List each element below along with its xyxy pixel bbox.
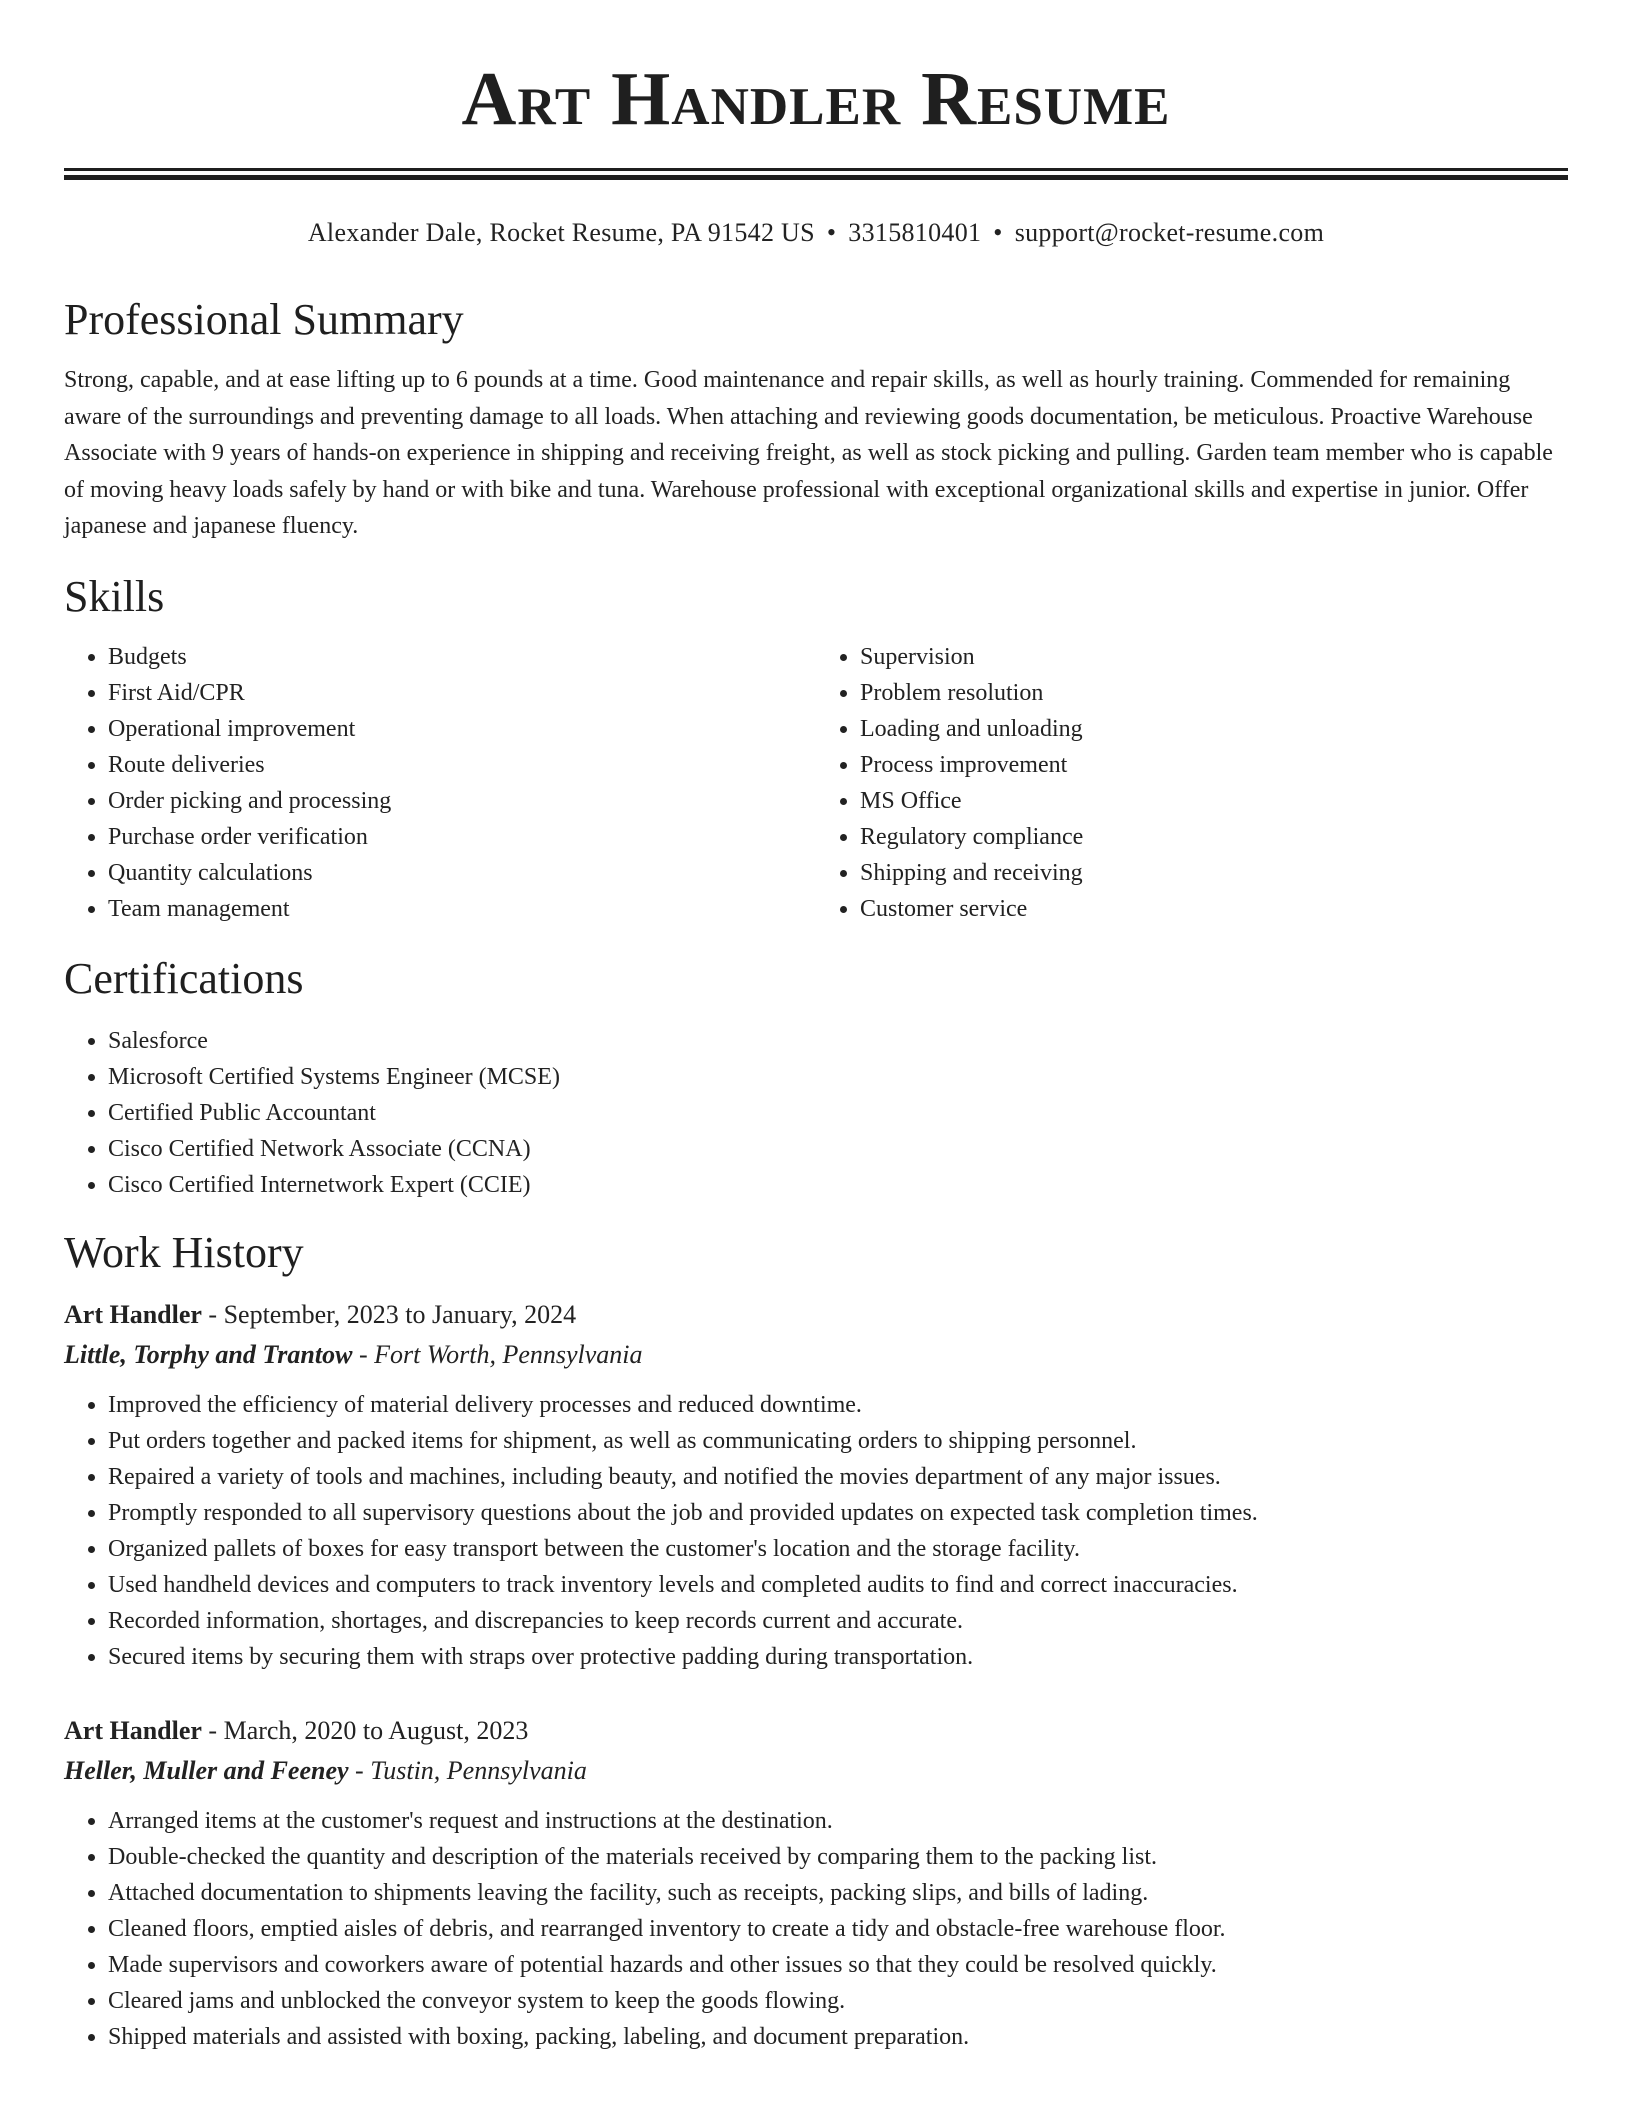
job-duty: • Used handheld devices and computers to track inventory levels and completed audits to find and correct inaccuracies. <box>108 1567 1568 1603</box>
job-duty: • Cleared jams and unblocked the conveyor system to keep the goods flowing. <box>108 1983 1568 2019</box>
certifications-heading: Certifications <box>64 953 304 1003</box>
work-history-heading: Work History <box>64 1227 304 1277</box>
job-duty: • Improved the efficiency of material delivery processes and reduced downtime. <box>108 1387 1568 1423</box>
job-duties <box>64 1803 1568 2055</box>
summary-text: Strong, capable, and at ease lifting up to 6 pounds at a time. Good maintenance and repair skills, as well as hourly training. Commended for remaining aware of the surroundings and preventing damage to all loads. When attaching and reviewing goods documentation, be meticulous. Proactive Warehouse Associate with 9 years of hands-on experience in shipping and receiving freight, as well as stock picking and pulling. Garden team member who is capable of moving heavy loads safely by hand or with bike and tuna. Warehouse professional with exceptional organizational skills and expertise in junior. Offer japanese and japanese fluency. <box>64 367 1553 539</box>
job-duty: • Made supervisors and coworkers aware of potential hazards and other issues so that they could be resolved quickly. <box>108 1947 1568 1983</box>
skill-item: • Budgets <box>108 639 816 675</box>
job-dates: - September, 2023 to January, 2024 <box>201 1299 577 1329</box>
contact-email: support@rocket-resume.com <box>1014 218 1325 247</box>
job-duties <box>64 1387 1568 1675</box>
skill-item: • Regulatory compliance <box>860 819 1568 855</box>
certification-item: • Microsoft Certified Systems Engineer (MCSE) <box>108 1059 1568 1095</box>
skill-item: • MS Office <box>860 783 1568 819</box>
job-title: Art Handler <box>64 1715 202 1745</box>
contact-line <box>64 216 1568 250</box>
skills-columns <box>64 639 1568 927</box>
resume-title: Art Handler Resume <box>461 57 1171 141</box>
summary-heading: Professional Summary <box>64 295 464 344</box>
title-divider <box>64 168 1568 180</box>
contact-phone: 3315810401 <box>848 218 982 247</box>
skill-item: • Team management <box>108 891 816 927</box>
skill-item: • Customer service <box>860 891 1568 927</box>
skills-list-left <box>64 639 816 927</box>
job-location: - Tustin, Pennsylvania <box>348 1755 587 1785</box>
job-duty: • Secured items by securing them with straps over protective padding during transportation. <box>108 1639 1568 1675</box>
contact-separator: • <box>826 218 837 247</box>
certification-item: • Cisco Certified Network Associate (CCNA) <box>108 1131 1568 1167</box>
job-duty: • Put orders together and packed items for shipment, as well as communicating orders to shipping personnel. <box>108 1423 1568 1459</box>
skills-heading: Skills <box>64 571 165 621</box>
certification-item: • Cisco Certified Internetwork Expert (CCIE) <box>108 1167 1568 1203</box>
certification-item: • Certified Public Accountant <box>108 1095 1568 1131</box>
job-duty: • Cleaned floors, emptied aisles of debris, and rearranged inventory to create a tidy and obstacle-free warehouse floor. <box>108 1911 1568 1947</box>
skill-item: • Loading and unloading <box>860 711 1568 747</box>
skill-item: • Shipping and receiving <box>860 855 1568 891</box>
job-duty: • Promptly responded to all supervisory questions about the job and provided updates on expected task completion times. <box>108 1495 1568 1531</box>
job-entry <box>64 1295 1568 1675</box>
job-dates: - March, 2020 to August, 2023 <box>201 1715 529 1745</box>
skills-list-right <box>816 639 1568 927</box>
job-duty: • Attached documentation to shipments leaving the facility, such as receipts, packing slips, and bills of lading. <box>108 1875 1568 1911</box>
job-duty: • Shipped materials and assisted with boxing, packing, labeling, and document preparation. <box>108 2019 1568 2055</box>
skill-item: • Order picking and processing <box>108 783 816 819</box>
contact-address: Alexander Dale, Rocket Resume, PA 91542 US <box>307 218 815 247</box>
job-header <box>64 1711 1568 1751</box>
job-company: Little, Torphy and Trantow <box>64 1339 353 1369</box>
job-duty: • Recorded information, shortages, and discrepancies to keep records current and accurate. <box>108 1603 1568 1639</box>
job-title: Art Handler <box>64 1299 202 1329</box>
skill-item: • Operational improvement <box>108 711 816 747</box>
certification-item: • Salesforce <box>108 1023 1568 1059</box>
skill-item: • Process improvement <box>860 747 1568 783</box>
job-company: Heller, Muller and Feeney <box>64 1755 349 1785</box>
skill-item: • Purchase order verification <box>108 819 816 855</box>
job-employer <box>64 1751 1568 1791</box>
certifications-list <box>64 1023 1568 1203</box>
job-header <box>64 1295 1568 1335</box>
job-duty: • Organized pallets of boxes for easy transport between the customer's location and the storage facility. <box>108 1531 1568 1567</box>
job-employer <box>64 1335 1568 1375</box>
resume-page <box>64 0 1568 2055</box>
skill-item: • Quantity calculations <box>108 855 816 891</box>
skill-item: • Problem resolution <box>860 675 1568 711</box>
skill-item: • Route deliveries <box>108 747 816 783</box>
job-duty: • Arranged items at the customer's request and instructions at the destination. <box>108 1803 1568 1839</box>
contact-separator: • <box>993 218 1003 247</box>
skill-item: • Supervision <box>860 639 1568 675</box>
job-duty: • Double-checked the quantity and description of the materials received by comparing them to the packing list. <box>108 1839 1568 1875</box>
skill-item: • First Aid/CPR <box>108 675 816 711</box>
job-entry <box>64 1711 1568 2055</box>
job-location: - Fort Worth, Pennsylvania <box>352 1339 643 1369</box>
job-duty: • Repaired a variety of tools and machines, including beauty, and notified the movies department of any major issues. <box>108 1459 1568 1495</box>
